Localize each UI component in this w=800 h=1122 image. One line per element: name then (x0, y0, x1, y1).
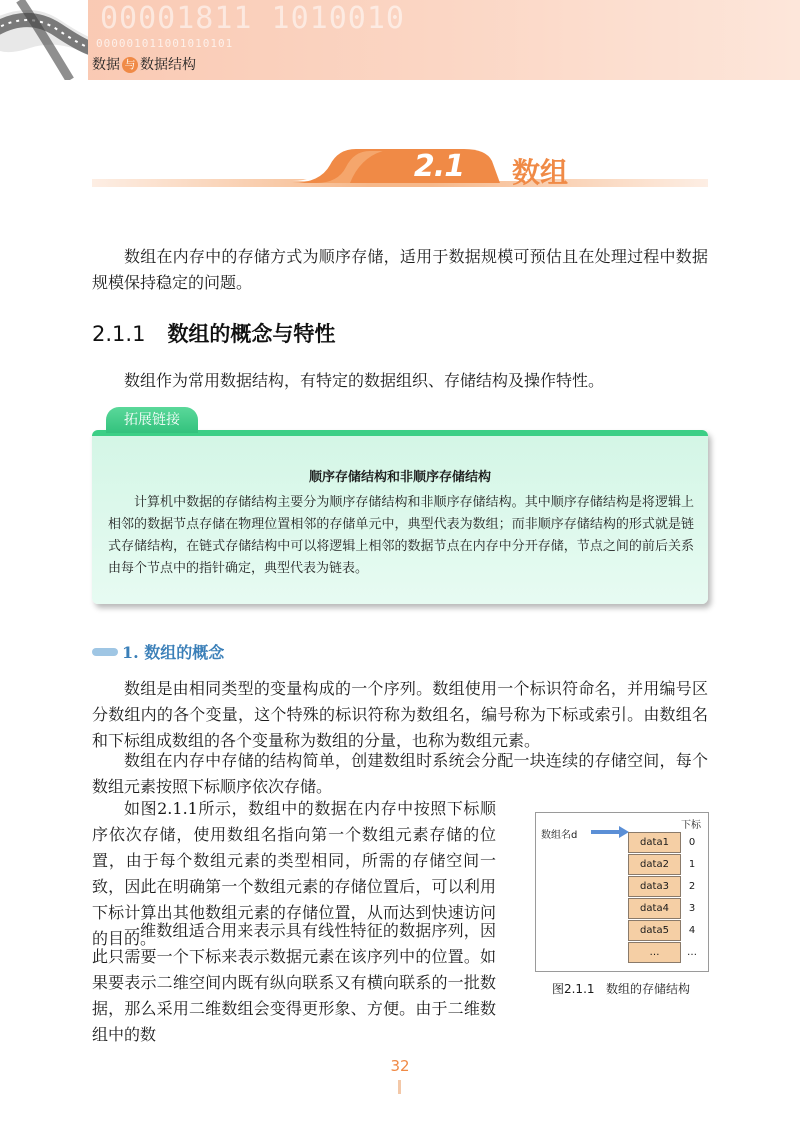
subsection-title: 数组的概念与特性 (167, 322, 336, 346)
film-strip-decoration (0, 0, 88, 80)
array-index: 4 (688, 925, 696, 936)
intro-paragraph: 数组在内存中的存储方式为顺序存储，适用于数据规模可预估且在处理过程中数据规模保持稳定的问题。 (92, 247, 708, 292)
array-storage-figure (535, 812, 709, 972)
array-index: 2 (688, 881, 696, 892)
section-title (92, 145, 708, 191)
section-name: 数组 (512, 156, 569, 189)
book-title-part1: 数据 (92, 57, 120, 73)
book-title-part2: 数据结构 (140, 57, 196, 73)
paragraph-4: 一维数组适合用来表示具有线性特征的数据序列，因此只需要一个下标来表示数据元素在该序列中的位置。如果要表示二维空间内既有纵向联系又有横向联系的一批数据，那么采用二维数组会变得更形象、方便。由于二维数组中的数 (92, 921, 496, 1044)
book-title (92, 54, 196, 74)
extension-box (92, 430, 708, 604)
decorative-digits: 00001811 1010010 (100, 1, 405, 36)
array-index: 3 (688, 903, 696, 914)
array-cell: … (628, 942, 681, 963)
heading-bar-icon (92, 648, 118, 656)
array-index: … (687, 947, 697, 958)
array-cell: data5 (628, 920, 681, 941)
section-title-band (92, 145, 708, 191)
array-cell: data2 (628, 854, 681, 875)
section-number: 2.1 (413, 149, 465, 184)
concept-heading-text: 1. 数组的概念 (122, 643, 225, 662)
paragraph-3: 如图2.1.1所示，数组中的数据在内存中按照下标顺序依次存储，使用数组名指向第一个数组元素存储的位置，由于每个数组元素的类型相同，所需的存储空间一致，因此在明确第一个数组元素的存储位置后，可以利用下标计算出其他数组元素的存储位置，从而达到快速访问的目的。 (92, 799, 496, 948)
page-number: 32 (390, 1057, 410, 1075)
array-index: 0 (688, 837, 696, 848)
subsection-heading (92, 318, 335, 348)
page-header (0, 0, 800, 80)
concept-heading (92, 640, 224, 663)
index-header: 下标 (681, 820, 701, 831)
array-index: 1 (688, 859, 696, 870)
book-title-amp: 与 (122, 57, 138, 73)
page-number-tick (398, 1080, 401, 1094)
array-cell: data1 (628, 832, 681, 853)
subsection-intro: 数组作为常用数据结构，有特定的数据组织、存储结构及操作特性。 (124, 371, 605, 390)
pointer-arrow-icon (591, 825, 631, 839)
extension-tab: 拓展链接 (106, 407, 198, 433)
paragraph-1: 数组是由相同类型的变量构成的一个序列。数组使用一个标识符命名，并用编号区分数组内的各个变量，这个特殊的标识符称为数组名，编号称为下标或索引。由数组名和下标组成数组的各个变量称为数组的分量，也称为数组元素。 (92, 679, 708, 750)
figure-caption-number: 图2.1.1 (551, 982, 595, 996)
subsection-number: 2.1.1 (92, 322, 146, 346)
paragraph-2: 数组在内存中存储的结构简单，创建数组时系统会分配一块连续的存储空间，每个数组元素按照下标顺序依次存储。 (92, 751, 708, 796)
extension-text: 计算机中数据的存储结构主要分为顺序存储结构和非顺序存储结构。其中顺序存储结构是将逻辑上相邻的数据节点存储在物理位置相邻的存储单元中，典型代表为数组；而非顺序存储结构的形式就是链式存储结构，在链式存储结构中可以将逻辑上相邻的数据节点在内存中分开存储，节点之间的前后关系由每个节点中的指针确定，典型代表为链表。 (108, 495, 694, 576)
figure-caption (535, 980, 707, 997)
array-cell: data4 (628, 898, 681, 919)
figure-caption-text: 数组的存储结构 (605, 982, 690, 996)
extension-title: 顺序存储结构和非顺序存储结构 (308, 470, 491, 485)
array-name-label: 数组名d (541, 830, 578, 841)
decorative-digits-small: 000001011001010101 (96, 37, 234, 50)
array-cell: data3 (628, 876, 681, 897)
